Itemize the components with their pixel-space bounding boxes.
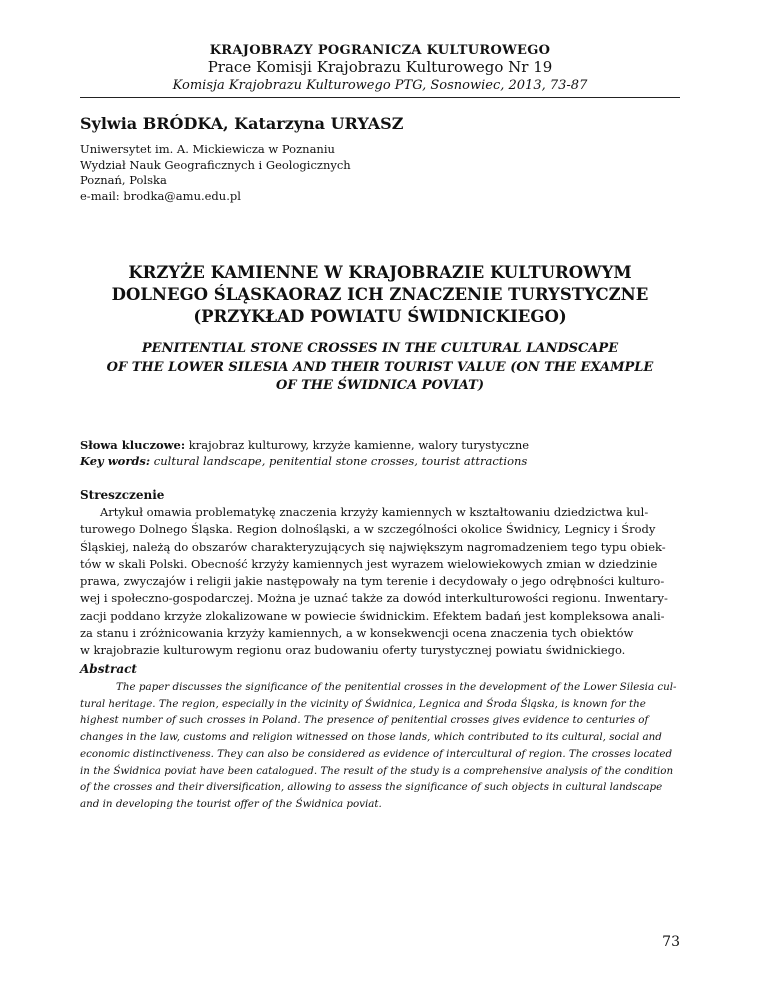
abstract-line: in the Świdnica poviat have been catalogued. The result of the study is a comprehensive analysis of the condition <box>80 764 674 777</box>
abstract-line: turowego Dolnego Śląska. Region dolnośląski, a w szczególności okolice Świdnicy, Legnicy i Środy <box>80 522 656 537</box>
title-line: DOLNEGO ŚLĄSKAORAZ ICH ZNACZENIE TURYSTYCZNE <box>111 285 649 304</box>
abstract-line: Artykuł omawia problematykę znaczenia krzyży kamiennych w kształtowaniu dziedzictwa kul- <box>100 505 649 519</box>
email: e-mail: brodka@amu.edu.pl <box>80 188 241 203</box>
keywords-polish <box>80 438 529 452</box>
abstract-line: economic distinctiveness. They can also be considered as evidence of intercultural of region. The crosses located <box>80 747 673 760</box>
affiliation-line: Wydział Nauk Geograficznych i Geologicznych <box>80 157 351 172</box>
abstract-line: wej i społeczno-gospodarczej. Można je uznać także za dowód interkulturowości regionu. Inwentary- <box>80 591 668 606</box>
page-number: 73 <box>662 934 680 950</box>
keywords-english <box>80 454 527 468</box>
abstract-english-heading: Abstract <box>80 662 137 676</box>
title-line: PENITENTIAL STONE CROSSES IN THE CULTURAL LANDSCAPE <box>141 341 619 356</box>
affiliation-line: Uniwersytet im. A. Mickiewicza w Poznaniu <box>80 142 335 156</box>
abstract-line: changes in the law, customs and religion witnessed on those lands, which contributed to its cultural, social and <box>80 731 662 744</box>
keywords-text: krajobraz kulturowy, krzyże kamienne, walory turystyczne <box>185 438 530 452</box>
title-line: OF THE LOWER SILESIA AND THEIR TOURIST VALUE (ON THE EXAMPLE <box>106 359 654 375</box>
title-polish <box>80 262 680 328</box>
abstract-line: w krajobrazie kulturowym regionu oraz budowaniu oferty turystycznej powiatu świdnickiego. <box>80 643 626 658</box>
abstract-line: of the crosses and their diversification, allowing to assess the significance of such objects in cultural landscape <box>80 781 663 794</box>
abstract-line: The paper discusses the significance of the penitential crosses in the development of the Lower Silesia cul- <box>116 681 677 693</box>
keywords-label: Słowa kluczowe: <box>80 438 186 452</box>
abstract-line: zacji poddano krzyże zlokalizowane w powiecie świdnickim. Efektem badań jest kompleksowa anali- <box>80 608 665 623</box>
keywords-label: Key words: <box>80 454 151 468</box>
title-line: KRZYŻE KAMIENNE W KRAJOBRAZIE KULTUROWYM <box>128 263 632 282</box>
journal-citation: Komisja Krajobrazu Kulturowego PTG, Sosnowiec, 2013, 73-87 <box>172 78 588 93</box>
journal-series: KRAJOBRAZY POGRANICZA KULTUROWEGO <box>209 43 551 58</box>
keywords-text: cultural landscape, penitential stone crosses, tourist attractions <box>150 454 528 468</box>
abstract-line: highest number of such crosses in Poland. The presence of penitential crosses gives evidence to centuries of <box>80 714 649 727</box>
abstract-polish-heading: Streszczenie <box>80 488 165 502</box>
abstract-line: Śląskiej, należą do obszarów charakteryzujących się największym nagromadzeniem tego typu obiek- <box>80 539 666 554</box>
journal-volume: Prace Komisji Krajobrazu Kulturowego Nr 19 <box>207 58 553 76</box>
title-english <box>80 340 680 396</box>
title-line: OF THE ŚWIDNICA POVIAT) <box>276 378 484 393</box>
abstract-line: tów w skali Polski. Obecność krzyży kamiennych jest wyrazem wielowiekowych zmian w dziedzinie <box>80 556 658 571</box>
affiliation <box>80 142 351 204</box>
affiliation-line: Poznań, Polska <box>80 173 167 187</box>
abstract-polish-body <box>80 504 684 660</box>
abstract-line: za stanu i zróżnicowania krzyży kamiennych, a w konsekwencji ocena znaczenia tych obiektów <box>80 626 634 641</box>
abstract-line: tural heritage. The region, especially in the vicinity of Świdnica, Legnica and Środa Śląska, is known for the <box>80 697 646 710</box>
abstract-line: and in developing the tourist offer of the Świdnica poviat. <box>80 797 382 810</box>
abstract-english-body <box>80 679 684 813</box>
abstract-line: prawa, zwyczajów i religii jakie następowały na tym terenie i decydowały o jego odrębności kulturo- <box>80 574 665 589</box>
header-rule <box>80 97 680 98</box>
authors: Sylwia BRÓDKA, Katarzyna URYASZ <box>80 114 404 133</box>
title-line: (PRZYKŁAD POWIATU ŚWIDNICKIEGO) <box>193 307 567 326</box>
